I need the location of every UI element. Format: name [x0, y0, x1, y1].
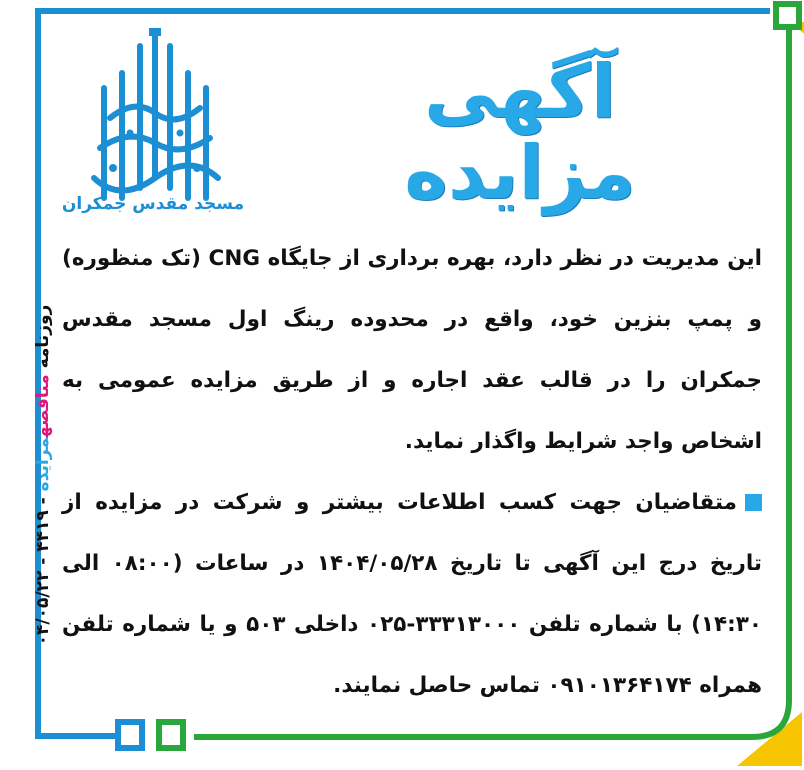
square-bullet-icon — [745, 494, 762, 511]
blue-square-bottom — [118, 722, 142, 748]
logo-caption: مسجد مقدس جمکران — [61, 194, 245, 214]
notice-paragraph-2 — [62, 472, 762, 716]
issue-and-date: - ۴۴۱۹ - ۰۴/۰۵/۲۲ — [33, 497, 53, 646]
newspaper-prefix: روزنامه — [33, 304, 53, 369]
green-square-bottom — [159, 722, 183, 748]
green-square-top — [776, 4, 799, 27]
notice-paragraph-2-text: متقاضیان جهت کسب اطلاعات بیشتر و شرکت در مزایده از تاریخ درج این آگهی تا تاریخ ۱۴۰۴/۰۵/۲۸ در ساعات (۰۸:۰۰ الی ۱۴:۳۰) با شماره تلفن ۳۳۳۱۳۰۰۰-۰۲۵ داخلی ۵۰۳ و یا شماره تلفن همراه ۰۹۱۰۱۳۶۴۱۷۴ تماس حاصل نمایند. — [62, 490, 762, 698]
notice-paragraph-1: این مدیریت در نظر دارد، بهره برداری از جایگاه CNG (تک منظوره) و پمپ بنزین خود، واقع در محدوده رینگ اول مسجد مقدس جمکران را در قالب عقد اجاره و از طریق مزایده عمومی به اشخاص واجد شرایط واگذار نماید. — [62, 246, 762, 454]
notice-body — [62, 228, 762, 716]
jamkaran-mosque-logo — [80, 28, 230, 218]
newspaper-brand-secondary: مزایده — [33, 437, 53, 492]
newspaper-brand: مناقصه — [33, 374, 53, 438]
newspaper-info-strip — [28, 304, 58, 646]
page-title: آگهی مزایده — [404, 49, 636, 217]
